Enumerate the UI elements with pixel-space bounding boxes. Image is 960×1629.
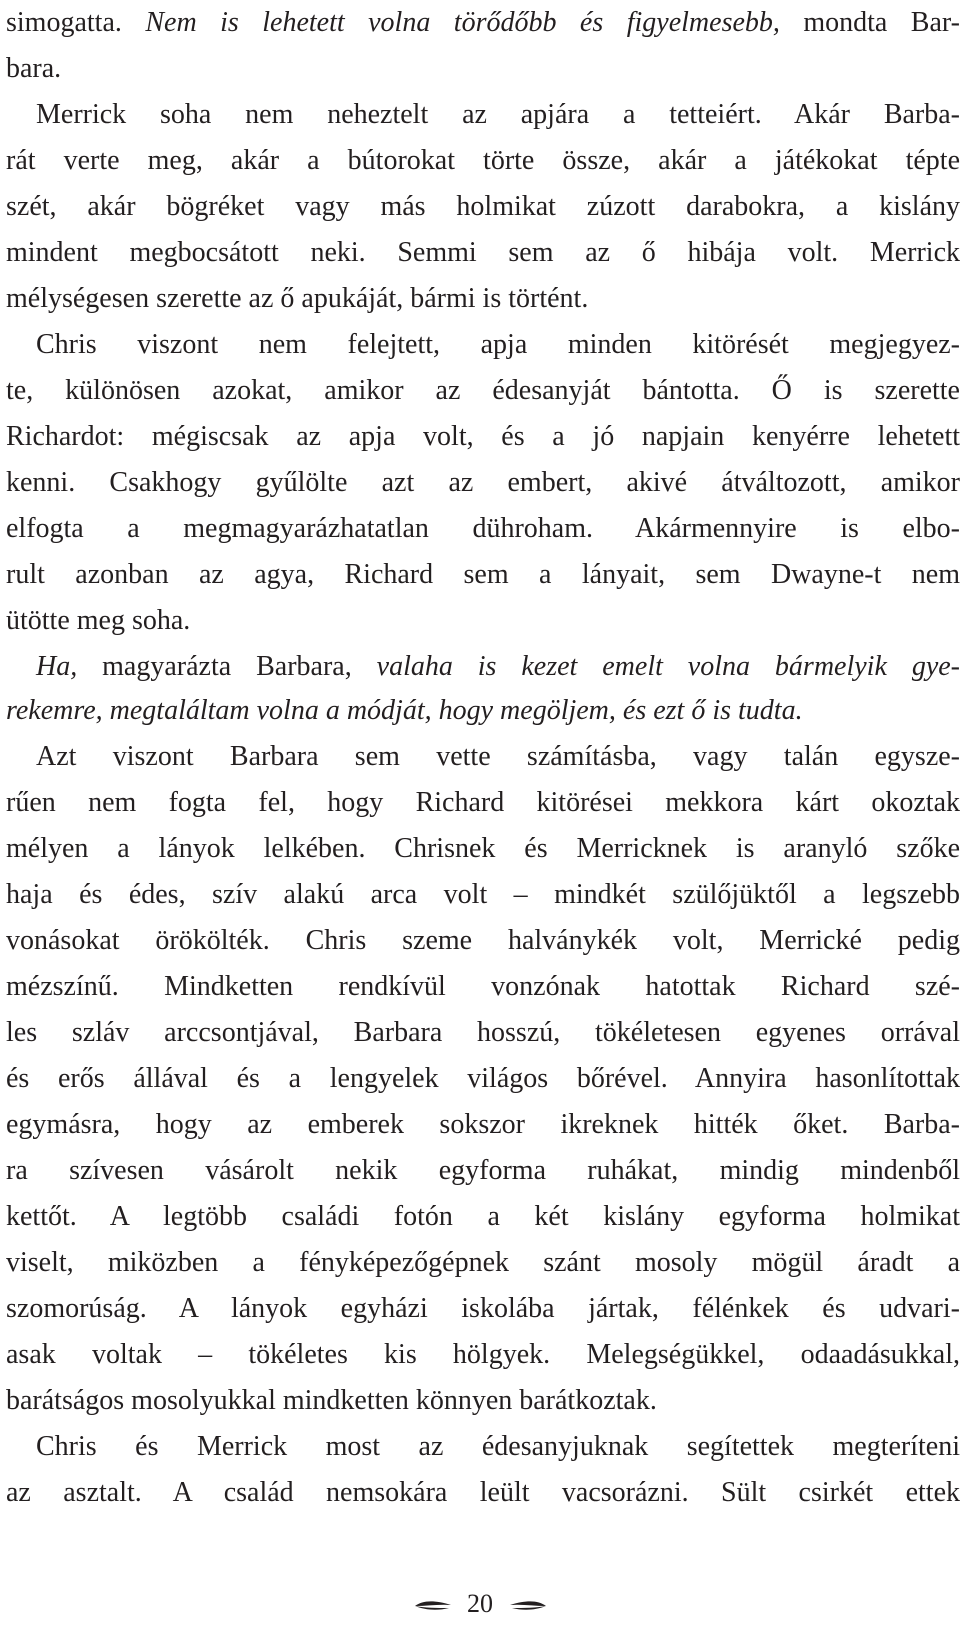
text-segment: rekemre, megtaláltam volna a módját, hogy megöljem, és ezt ő is tudta.: [6, 695, 803, 726]
text-line: [6, 1240, 960, 1286]
text-line: [36, 1424, 960, 1470]
text-line: [6, 276, 960, 322]
page-footer: [0, 1584, 960, 1624]
text-line: [6, 506, 960, 552]
text-line: [6, 184, 960, 230]
text-line: [6, 826, 960, 872]
text-segment: te, különösen azokat, amikor az édesanyját bántotta. Ő is szerette: [6, 375, 960, 406]
text-line: [6, 964, 960, 1010]
text-segment: vonásokat örökölték. Chris szeme halványkék volt, Merrické pedig: [6, 925, 960, 956]
text-line: [6, 918, 960, 964]
text-segment: asak voltak – tökéletes kis hölgyek. Melegségükkel, odaadásukkal,: [6, 1339, 960, 1370]
text-segment: Ha,: [36, 651, 78, 682]
text-segment: elfogta a megmagyarázhatatlan dühroham. Akármennyire is elbo-: [6, 513, 960, 544]
text-line: [6, 230, 960, 276]
text-segment: Chris és Merrick most az édesanyjuknak segítettek megteríteni: [36, 1431, 960, 1462]
text-line: [6, 1332, 960, 1378]
text-segment: és erős állával és a lengyelek világos bőrével. Annyira hasonlítottak: [6, 1063, 960, 1094]
text-segment: egymásra, hogy az emberek sokszor ikreknek hitték őket. Barba-: [6, 1109, 960, 1140]
text-segment: viselt, miközben a fényképezőgépnek szánt mosoly mögül áradt a: [6, 1247, 960, 1278]
text-line: [36, 92, 960, 138]
text-line: [6, 1194, 960, 1240]
text-segment: mondta Bar-: [779, 7, 960, 38]
text-segment: ra szívesen vásárolt nekik egyforma ruhákat, mindig mindenből: [6, 1155, 960, 1186]
left-leaf-ornament-icon: [413, 1600, 453, 1612]
text-segment: az asztalt. A család nemsokára leült vacsorázni. Sült csirkét ettek: [6, 1477, 960, 1508]
text-segment: Richardot: mégiscsak az apja volt, és a jó napjain kenyérre lehetett: [6, 421, 960, 452]
text-segment: les szláv arccsontjával, Barbara hosszú, tökéletesen egyenes orrával: [6, 1017, 960, 1048]
text-line: [6, 138, 960, 184]
text-segment: Nem is lehetett volna törődőbb és figyelmesebb,: [145, 7, 780, 38]
text-segment: szomorúság. A lányok egyházi iskolába jártak, félénkek és udvari-: [6, 1293, 960, 1324]
text-line: [6, 46, 960, 92]
text-line: [6, 1102, 960, 1148]
text-line: [6, 552, 960, 598]
text-line: [6, 598, 960, 644]
text-line: [6, 1010, 960, 1056]
text-segment: simogatta.: [6, 7, 146, 38]
text-segment: Chris viszont nem felejtett, apja minden kitörését megjegyez-: [36, 329, 960, 360]
text-segment: Azt viszont Barbara sem vette számításba, vagy talán egysze-: [36, 741, 960, 772]
text-segment: kettőt. A legtöbb családi fotón a két kislány egyforma holmikat: [6, 1201, 960, 1232]
text-segment: Merrick soha nem neheztelt az apjára a tetteiért. Akár Barba-: [36, 99, 960, 130]
text-segment: rűen nem fogta fel, hogy Richard kitörései mekkora kárt okoztak: [6, 787, 960, 818]
text-line: [6, 872, 960, 918]
text-line: [6, 414, 960, 460]
text-segment: magyarázta Barbara,: [77, 651, 377, 682]
book-page: [6, 0, 960, 1629]
text-segment: szét, akár bögréket vagy más holmikat zúzott darabokra, a kislány: [6, 191, 960, 222]
page-number: 20: [467, 1589, 493, 1618]
text-line: [6, 460, 960, 506]
text-segment: ütötte meg soha.: [6, 605, 191, 636]
text-line: [6, 1470, 960, 1516]
text-segment: valaha is kezet emelt volna bármelyik gye-: [376, 651, 960, 682]
text-line: [6, 1056, 960, 1102]
right-leaf-ornament-icon: [508, 1600, 548, 1612]
text-segment: mézszínű. Mindketten rendkívül vonzónak hatottak Richard szé-: [6, 971, 960, 1002]
text-line: [6, 368, 960, 414]
text-line: [6, 688, 960, 734]
text-line: [6, 1378, 960, 1424]
text-segment: bara.: [6, 53, 62, 84]
text-segment: mindent megbocsátott neki. Semmi sem az ő hibája volt. Merrick: [6, 237, 960, 268]
text-line: [6, 1148, 960, 1194]
text-line: [6, 0, 960, 46]
text-line: [6, 780, 960, 826]
text-line: [36, 644, 960, 690]
text-segment: rult azonban az agya, Richard sem a lányait, sem Dwayne-t nem: [6, 559, 960, 590]
text-segment: mélységesen szerette az ő apukáját, bármi is történt.: [6, 283, 589, 314]
text-line: [36, 734, 960, 780]
text-segment: haja és édes, szív alakú arca volt – mindkét szülőjüktől a legszebb: [6, 879, 960, 910]
text-segment: kenni. Csakhogy gyűlölte azt az embert, akivé átváltozott, amikor: [6, 467, 960, 498]
text-segment: mélyen a lányok lelkében. Chrisnek és Merricknek is aranyló szőke: [6, 833, 960, 864]
text-segment: rát verte meg, akár a bútorokat törte össze, akár a játékokat tépte: [6, 145, 960, 176]
text-line: [6, 1286, 960, 1332]
text-line: [36, 322, 960, 368]
text-segment: barátságos mosolyukkal mindketten könnyen barátkoztak.: [6, 1385, 657, 1416]
